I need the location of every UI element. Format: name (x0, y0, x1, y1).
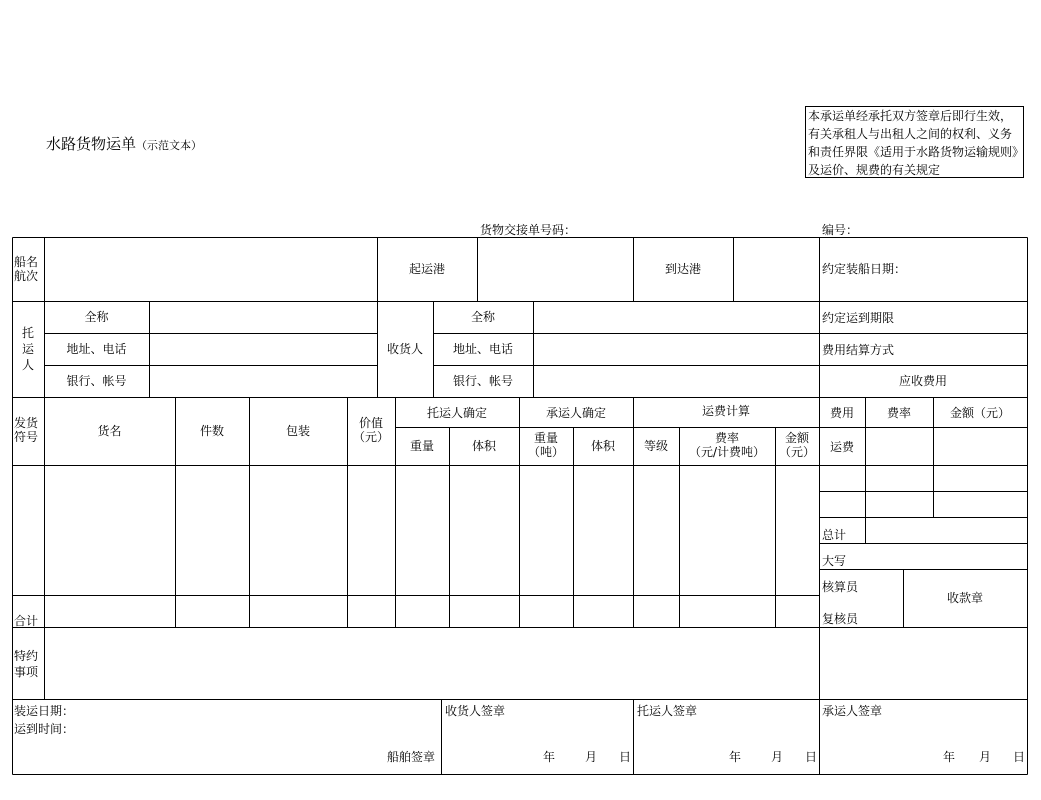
receipt-stamp-label: 收款章 (946, 591, 983, 605)
carrier-volume-header: 体积 (590, 439, 615, 453)
settlement-method-label: 费用结算方式 (822, 343, 895, 357)
shipper-month-label: 月 (771, 750, 784, 764)
receivable-fees-label: 应收费用 (898, 374, 947, 388)
shipper-bank-label: 银行、帐号 (66, 374, 127, 388)
fee-header: 费用 (829, 406, 854, 420)
carrier-weight-header: 重量 （吨） (527, 431, 564, 459)
shipper-weight-header: 重量 (409, 439, 434, 453)
consignee-full-name-label: 全称 (470, 310, 495, 324)
consignee-year-label: 年 (543, 750, 556, 764)
departure-port-label: 起运港 (408, 262, 445, 276)
freight-calc-header: 运费计算 (701, 404, 750, 418)
arrival-time-label: 运到时间： (14, 722, 75, 736)
accountant-label: 核算员 (822, 580, 859, 594)
shipper-day-label: 日 (805, 750, 818, 764)
shipper-year-label: 年 (729, 750, 742, 764)
grade-header: 等级 (643, 439, 668, 453)
serial-number-label: 编号： (822, 223, 859, 237)
value-header: 价值 （元） (352, 416, 389, 444)
carrier-stamp-label: 承运人签章 (822, 704, 883, 718)
shipper-full-name-label: 全称 (84, 310, 109, 324)
title-note: （示范文本） (136, 139, 203, 152)
reviewer-label: 复核员 (822, 612, 859, 626)
cargo-total-label: 合计 (14, 614, 39, 628)
consignee-month-label: 月 (585, 750, 598, 764)
shipper-stamp-label: 托运人签章 (637, 704, 698, 718)
ship-voyage-label: 船名 航次 (14, 255, 39, 283)
amount-in-words-label: 大写 (822, 554, 847, 568)
packing-header: 包装 (285, 424, 310, 438)
marks-label: 发货 符号 (14, 416, 39, 444)
carrier-year-label: 年 (943, 750, 956, 764)
shipper-volume-header: 体积 (471, 439, 496, 453)
consignee-address-label: 地址、电话 (452, 342, 513, 356)
consignee-bank-label: 银行、帐号 (452, 374, 513, 388)
rate-header: 费率 （元/计费吨） (688, 431, 766, 459)
fees-total-label: 总计 (822, 528, 847, 542)
consignee-day-label: 日 (619, 750, 632, 764)
pieces-header: 件数 (199, 424, 224, 438)
agreed-loading-date-label: 约定装船日期： (822, 262, 907, 276)
shipper-address-label: 地址、电话 (66, 342, 127, 356)
goods-name-header: 货名 (97, 424, 122, 438)
title-text: 水路货物运单 (46, 135, 137, 153)
fee-amount-header: 金额（元） (949, 406, 1010, 420)
loading-date-label: 装运日期： (14, 704, 75, 718)
consignee-label: 收货人 (386, 342, 423, 356)
handover-number-label: 货物交接单号码： (480, 223, 577, 237)
arrival-port-label: 到达港 (664, 262, 701, 276)
carrier-month-label: 月 (979, 750, 992, 764)
amount-header: 金额 （元） (778, 431, 815, 459)
carrier-confirmed-header: 承运人确定 (545, 406, 606, 420)
freight-fee-label: 运费 (829, 440, 854, 454)
shipper-confirmed-header: 托运人确定 (426, 406, 487, 420)
consignee-stamp-label: 收货人签章 (445, 704, 506, 718)
notice-box: 本承运单经承托双方签章后即行生效，有关承租人与出租人之间的权利、义务和责任界限《适用于水路货物运输规则》及运价、规费的有关规定 (805, 106, 1024, 178)
shipper-label: 托 运 人 (21, 326, 34, 372)
fee-rate-header: 费率 (886, 406, 911, 420)
carrier-day-label: 日 (1013, 750, 1026, 764)
ship-stamp-label: 船舶签章 (387, 750, 436, 764)
agreed-arrival-label: 约定运到期限 (822, 311, 895, 325)
special-terms-label: 特约 事项 (14, 649, 39, 679)
